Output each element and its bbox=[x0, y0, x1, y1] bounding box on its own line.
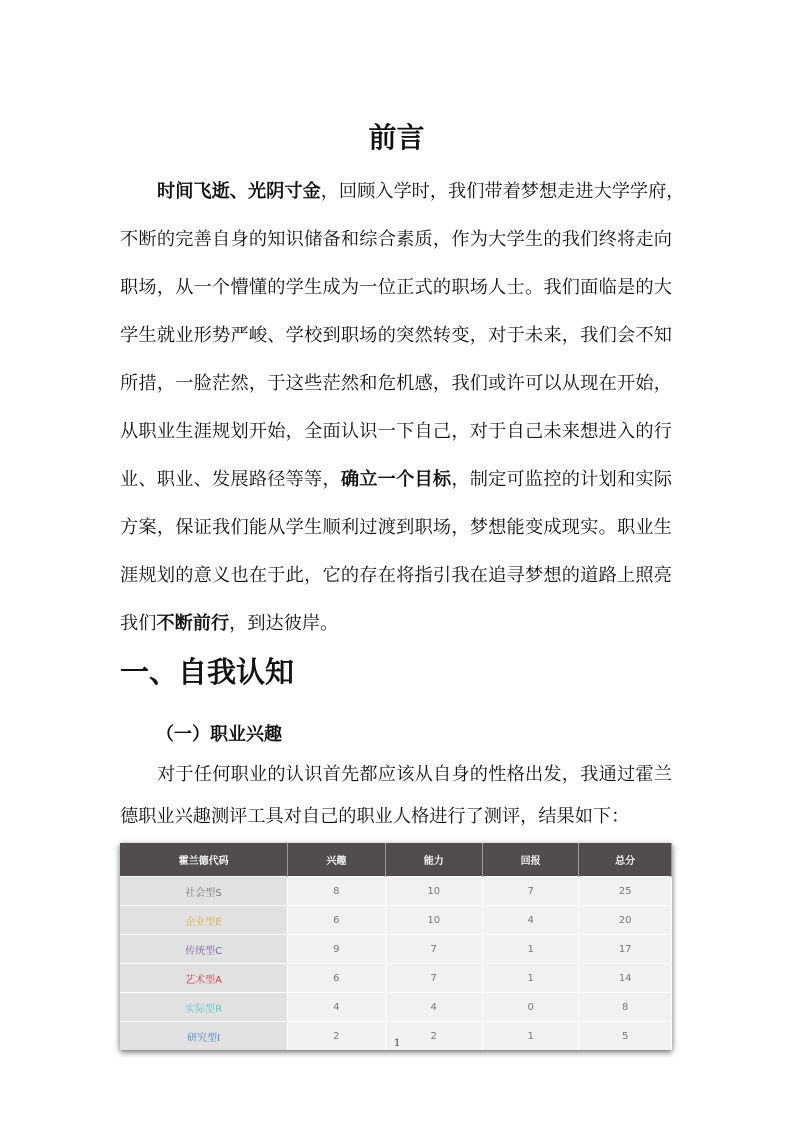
text-span: 涯规划的意义也在于此，它的存在将指引我在追寻梦想的道路上照亮 bbox=[120, 565, 672, 586]
text-line bbox=[120, 408, 672, 456]
score-cell: 0 bbox=[482, 993, 578, 1022]
score-cell: 1 bbox=[482, 964, 578, 993]
text-line bbox=[120, 168, 685, 216]
score-cell: 7 bbox=[482, 877, 578, 906]
text-line bbox=[120, 360, 672, 408]
score-cell: 5 bbox=[579, 1022, 672, 1051]
text-span: 学生就业形势严峻、学校到职场的突然转变，对于未来，我们会不知 bbox=[120, 325, 672, 346]
holland-code-cell: 社会型S bbox=[120, 877, 288, 906]
column-header: 回报 bbox=[482, 843, 578, 877]
text-span: 不断的完善自身的知识储备和综合素质，作为大学生的我们终将走向 bbox=[120, 229, 672, 250]
bold-text: 时间飞逝、光阴寸金 bbox=[157, 181, 321, 202]
text-line bbox=[120, 552, 672, 600]
preface-paragraph bbox=[120, 168, 685, 648]
column-header: 总分 bbox=[579, 843, 672, 877]
text-line bbox=[120, 796, 672, 838]
text-line bbox=[120, 312, 672, 360]
intro-paragraph bbox=[120, 754, 672, 838]
page-title: 前言 bbox=[368, 121, 425, 154]
bold-text: 确立一个目标 bbox=[340, 469, 452, 490]
text-span: 德职业兴趣测评工具对自己的职业人格进行了测评，结果如下： bbox=[120, 806, 630, 827]
score-cell: 25 bbox=[579, 877, 672, 906]
score-cell: 8 bbox=[579, 993, 672, 1022]
table-row bbox=[120, 877, 672, 906]
text-span: ，回顾入学时，我们带着梦想走进大学学府， bbox=[320, 181, 685, 202]
score-cell: 6 bbox=[288, 906, 385, 935]
page-number: 1 bbox=[394, 1038, 401, 1049]
score-cell: 6 bbox=[288, 964, 385, 993]
bold-text: 不断前行 bbox=[156, 613, 230, 634]
text-line bbox=[120, 216, 672, 264]
score-cell: 10 bbox=[385, 877, 482, 906]
score-cell: 2 bbox=[385, 1022, 482, 1051]
score-cell: 14 bbox=[579, 964, 672, 993]
text-span: ，制定可监控的计划和实际 bbox=[451, 469, 672, 490]
text-line bbox=[120, 754, 672, 796]
holland-code-cell: 传统型C bbox=[120, 935, 288, 964]
table-header-row bbox=[120, 843, 672, 877]
score-cell: 4 bbox=[482, 906, 578, 935]
text-span: 业、职业、发展路径等等， bbox=[120, 469, 341, 490]
text-line bbox=[120, 264, 672, 312]
holland-code-cell: 艺术型A bbox=[120, 964, 288, 993]
column-header: 兴趣 bbox=[288, 843, 385, 877]
score-cell: 9 bbox=[288, 935, 385, 964]
table-row bbox=[120, 906, 672, 935]
column-header: 能力 bbox=[385, 843, 482, 877]
text-span: 职场，从一个懵懂的学生成为一位正式的职场人士。我们面临是的大 bbox=[120, 277, 672, 298]
table-row bbox=[120, 964, 672, 993]
score-cell: 4 bbox=[288, 993, 385, 1022]
score-cell: 7 bbox=[385, 935, 482, 964]
text-span: 对于任何职业的认识首先都应该从自身的性格出发，我通过霍兰 bbox=[157, 764, 672, 785]
holland-code-cell: 实际型R bbox=[120, 993, 288, 1022]
text-span: 我们 bbox=[120, 613, 157, 634]
text-span: ，到达彼岸。 bbox=[229, 613, 339, 634]
table-row bbox=[120, 935, 672, 964]
text-line bbox=[120, 600, 672, 648]
holland-code-cell: 企业型E bbox=[120, 906, 288, 935]
score-cell: 4 bbox=[385, 993, 482, 1022]
text-line bbox=[120, 456, 672, 504]
text-span: 从职业生涯规划开始，全面认识一下自己，对于自己未来想进入的行 bbox=[120, 421, 672, 442]
table-row bbox=[120, 993, 672, 1022]
text-span: 方案，保证我们能从学生顺利过渡到职场，梦想能变成现实。职业生 bbox=[120, 517, 672, 538]
column-header: 霍兰德代码 bbox=[120, 843, 288, 877]
text-line bbox=[120, 504, 672, 552]
subsection-heading: （一）职业兴趣 bbox=[156, 724, 282, 745]
score-cell: 17 bbox=[579, 935, 672, 964]
text-span: 所措，一脸茫然，于这些茫然和危机感，我们或许可以从现在开始， bbox=[120, 373, 672, 394]
section-heading: 一、自我认知 bbox=[120, 655, 295, 689]
score-cell: 10 bbox=[385, 906, 482, 935]
score-cell: 1 bbox=[482, 935, 578, 964]
holland-code-table bbox=[120, 843, 672, 1050]
score-cell: 2 bbox=[288, 1022, 385, 1051]
score-cell: 20 bbox=[579, 906, 672, 935]
score-cell: 7 bbox=[385, 964, 482, 993]
score-cell: 8 bbox=[288, 877, 385, 906]
score-cell: 1 bbox=[482, 1022, 578, 1051]
holland-code-cell: 研究型I bbox=[120, 1022, 288, 1051]
